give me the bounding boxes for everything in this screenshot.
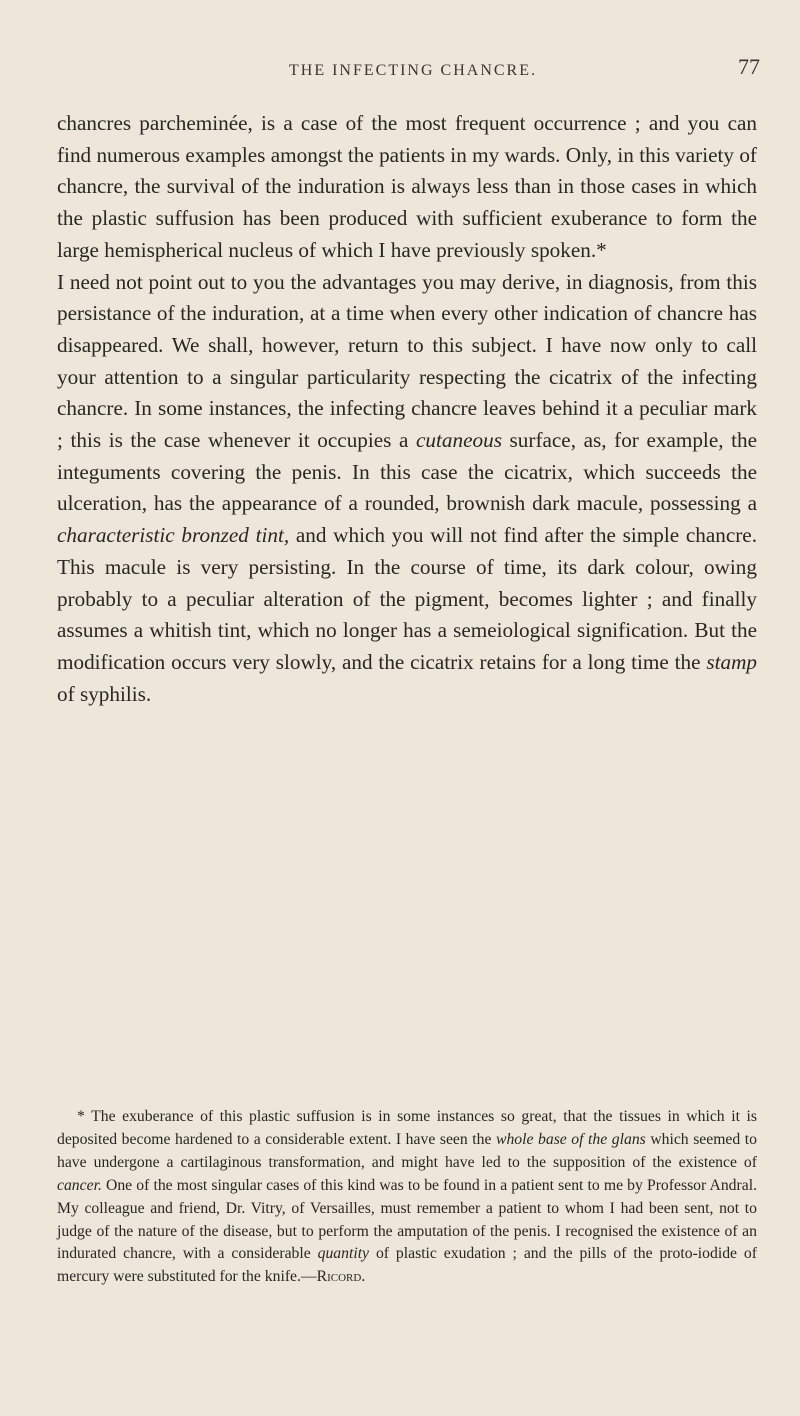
footnote-text-d: of plastic exudation ; and the pills of the proto-iodide of mercury were substituted for the knife.— — [57, 1245, 757, 1286]
footnote-emphasis-glans: whole base of the glans — [495, 1130, 646, 1148]
footnote-text-c: One of the most singular cases of this kind was to be found in a patient sent to me by Professor Andral. My colleague and friend, Dr. Vitry, of Versailles, must remember a patient to whom I had been sent, not to judge of the nature of the disease, but to perform the amputation of the penis. I recognised the existence of an indurated chancre, with a considerable — [57, 1176, 757, 1263]
paragraph-2-text-c: and which you will not find after the simple chancre. This macule is very persisting. In the course of time, its dark colour, owing probably to a peculiar alteration of the pigment, becomes lighter ; and finally assumes a whitish tint, which no longer has a semeiological signification. But the modification occurs very slowly, and the cicatrix retains for a long time the — [57, 523, 757, 674]
page-number: 77 — [738, 54, 760, 79]
body-text — [57, 108, 757, 710]
paragraph-2-text-d: of syphilis. — [57, 681, 152, 706]
footnote — [57, 1106, 757, 1289]
paragraph-2-text-b: surface, as, for example, the integuments covering the penis. In this case the cicatrix, which succeeds the ulceration, has the appearance of a rounded, brownish dark macule, possessing a — [57, 428, 758, 516]
footnote-author: Ricord. — [316, 1268, 366, 1286]
paragraph-2 — [57, 267, 757, 711]
footnote-emphasis-cancer: cancer. — [57, 1176, 102, 1194]
footnote-text-b: which seemed to have undergone a cartilaginous transformation, and might have led to the supposition of the existence of — [57, 1130, 757, 1171]
running-head: THE INFECTING CHANCRE. — [289, 62, 537, 79]
emphasis-bronzed-tint: characteristic bronzed tint, — [57, 523, 290, 548]
footnote-emphasis-quantity: quantity — [317, 1245, 370, 1263]
paragraph-1-text: chancres parcheminée, is a case of the most frequent occurrence ; and you can find numerous examples amongst the patients in my wards. Only, in this variety of chancre, the survival of the induration is always less than in those cases in which the plastic suffusion has been produced with sufficient exuberance to form the large hemispherical nucleus of which I have previously spoken.* — [57, 111, 757, 262]
paragraph-1 — [57, 108, 757, 267]
footnote-text-a: * The exuberance of this plastic suffusion is in some instances so great, that the tissues in which it is deposited become hardened to a considerable extent. I have seen the — [57, 1108, 757, 1148]
footnote-paragraph — [57, 1106, 757, 1289]
paragraph-2-text-a: I need not point out to you the advantages you may derive, in diagnosis, from this persistance of the induration, at a time when every other indication of chancre has disappeared. We shall, however, return to this subject. I have now only to call your attention to a singular particularity respecting the cicatrix of the infecting chancre. In some instances, the infecting chancre leaves behind it a peculiar mark ; this is the case whenever it occupies a — [57, 269, 757, 453]
emphasis-stamp: stamp — [706, 649, 757, 674]
emphasis-cutaneous: cutaneous — [416, 428, 502, 453]
